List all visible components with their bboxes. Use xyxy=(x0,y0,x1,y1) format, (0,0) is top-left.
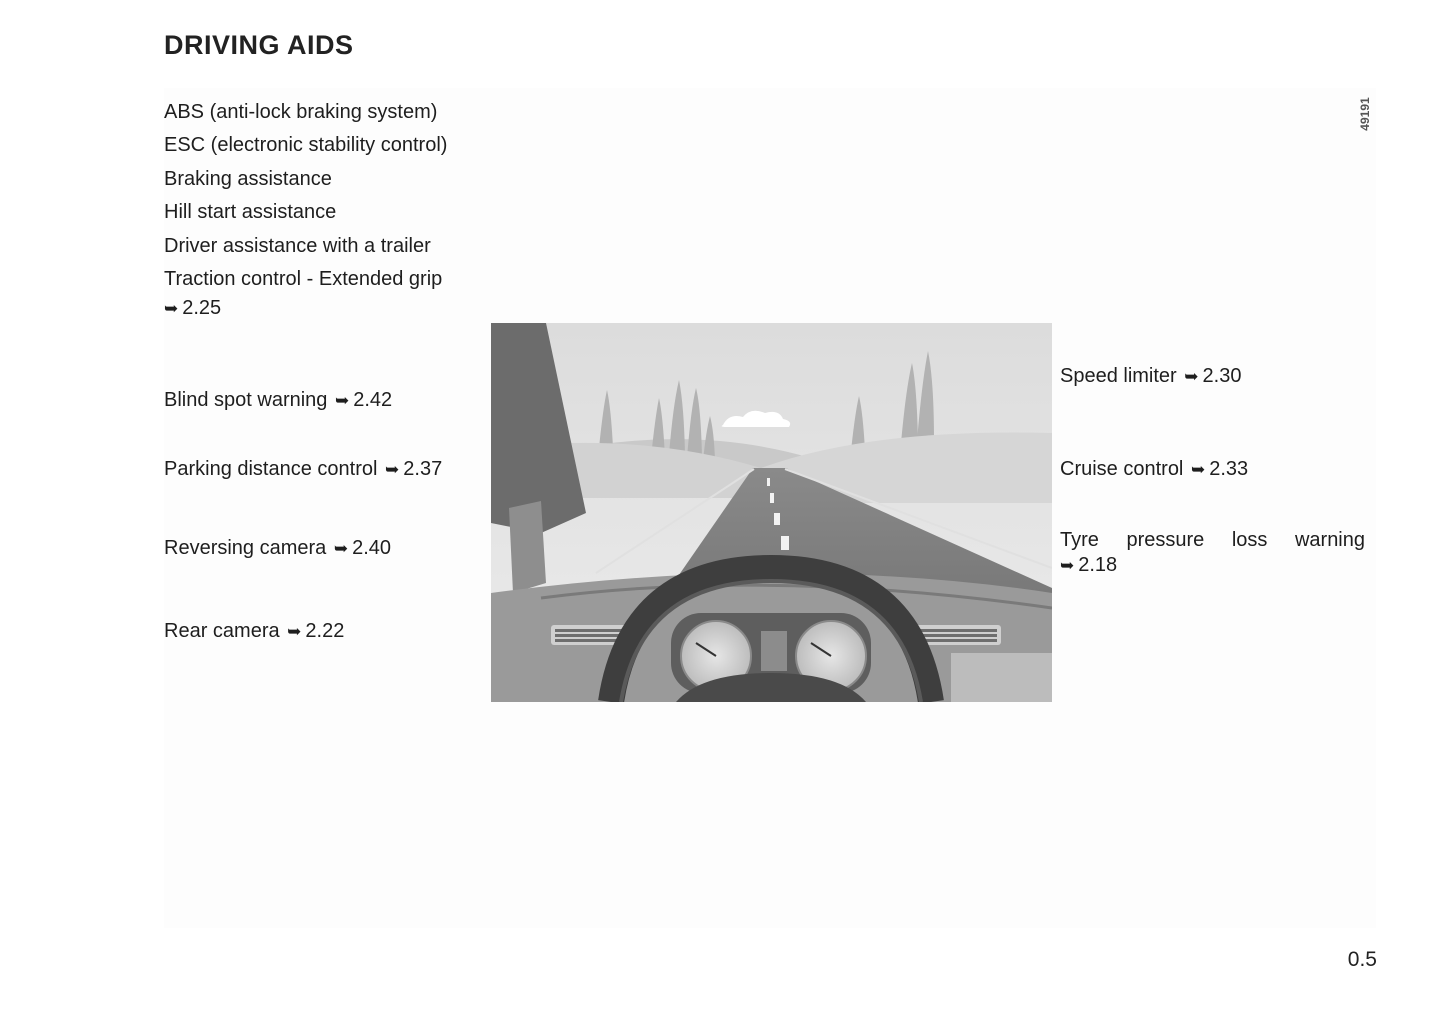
aid-esc: ESC (electronic stability control) xyxy=(164,134,448,157)
callout-label: Rear camera xyxy=(164,620,280,642)
aid-trailer-assistance: Driver assistance with a trailer xyxy=(164,234,431,257)
aid-braking-assistance: Braking assistance xyxy=(164,167,332,190)
page-ref: 2.33 xyxy=(1209,458,1249,480)
arrow-right-icon: ➥ xyxy=(335,391,350,410)
callout-speed-limiter[interactable] xyxy=(1060,365,1241,388)
callout-rear-camera[interactable] xyxy=(164,620,344,643)
callout-label: Tyre pressure loss warning xyxy=(1060,529,1365,551)
callout-cruise-control[interactable] xyxy=(1060,458,1248,481)
callout-blind-spot[interactable] xyxy=(164,389,392,412)
callout-tyre-pressure[interactable] xyxy=(1060,528,1365,578)
page-ref: 2.30 xyxy=(1202,365,1242,387)
callout-label: Parking distance control xyxy=(164,458,378,480)
driver-view-illustration xyxy=(491,323,1052,702)
arrow-right-icon: ➥ xyxy=(1184,367,1199,386)
callout-label: Reversing camera xyxy=(164,537,327,559)
arrow-right-icon: ➥ xyxy=(333,539,349,558)
aid-hill-start: Hill start assistance xyxy=(164,201,337,224)
callout-reversing-camera[interactable] xyxy=(164,537,391,560)
cluster-display xyxy=(761,631,787,671)
page-ref: 2.18 xyxy=(1078,554,1118,576)
arrow-right-icon: ➥ xyxy=(164,299,179,318)
callout-label: Cruise control xyxy=(1060,458,1184,480)
figure-code: 49191 xyxy=(1358,97,1372,131)
mirror xyxy=(509,501,546,593)
centre-screen xyxy=(951,653,1052,702)
arrow-right-icon: ➥ xyxy=(287,622,302,641)
page-ref: 2.37 xyxy=(403,458,443,480)
page-ref: 2.40 xyxy=(352,537,392,559)
arrow-right-icon: ➥ xyxy=(1060,556,1075,575)
driving-aids-list xyxy=(164,96,447,296)
page-ref: 2.22 xyxy=(305,620,345,642)
aid-abs: ABS (anti-lock braking system) xyxy=(164,101,438,123)
aids-list-reference[interactable] xyxy=(164,297,221,320)
arrow-right-icon: ➥ xyxy=(385,460,400,479)
aid-traction-control: Traction control - Extended grip xyxy=(164,267,443,290)
page-number: 0.5 xyxy=(1347,948,1377,971)
page-title: DRIVING AIDS xyxy=(164,30,354,60)
callout-label: Blind spot warning xyxy=(164,389,328,411)
callout-parking-distance[interactable] xyxy=(164,458,442,481)
callout-label: Speed limiter xyxy=(1060,365,1177,387)
page-ref: 2.42 xyxy=(353,389,393,411)
page-ref: 2.25 xyxy=(182,297,222,319)
arrow-right-icon: ➥ xyxy=(1190,460,1206,479)
